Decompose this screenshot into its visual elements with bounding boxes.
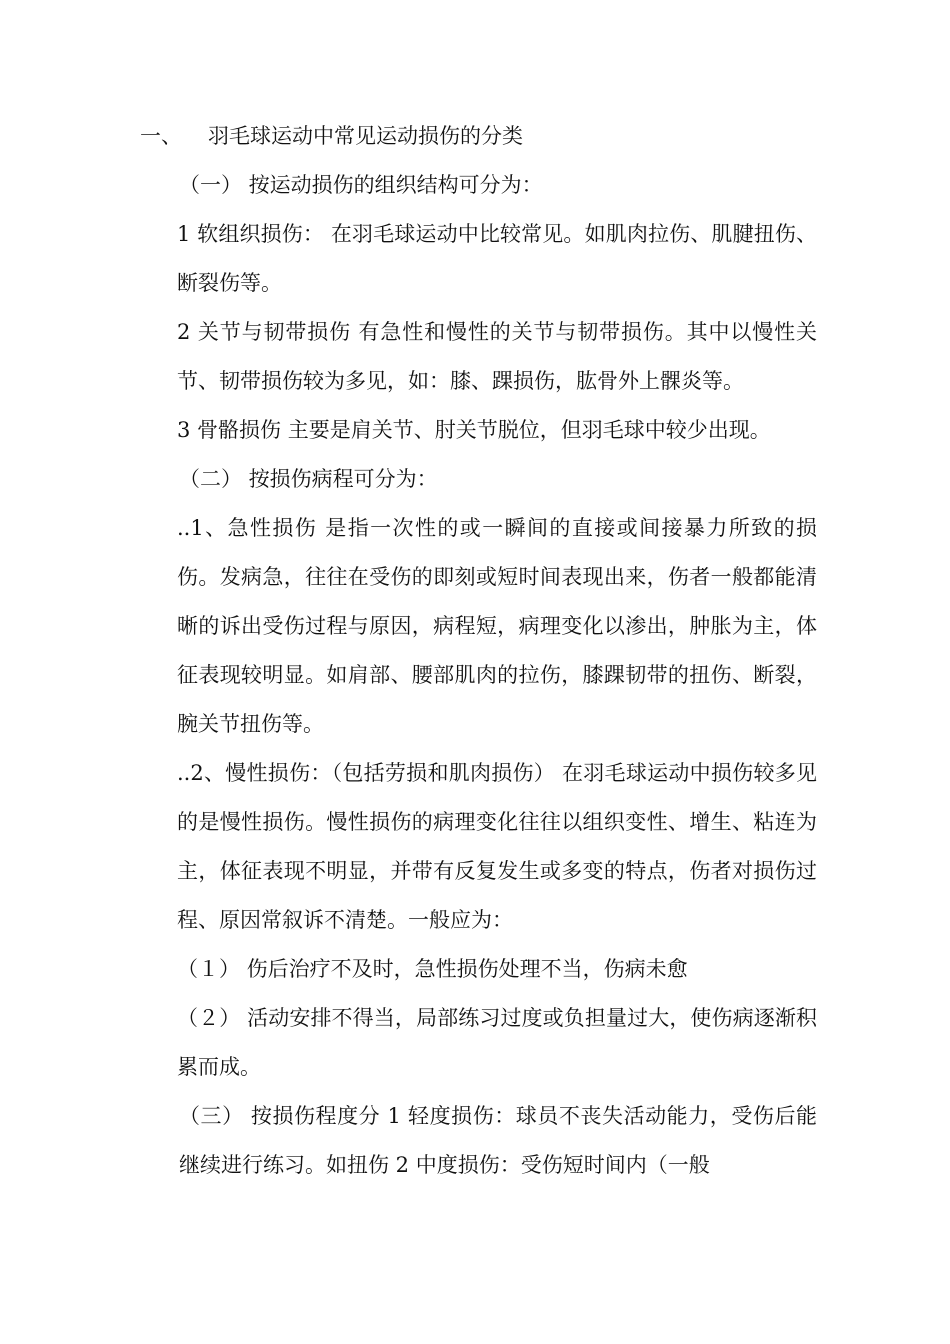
paragraph-soft-tissue: 1 软组织损伤： 在羽毛球运动中比较常见。如肌肉拉伤、肌腱扭伤、断裂伤等。 — [177, 222, 817, 295]
paragraph-bone: 3 骨骼损伤 主要是肩关节、肘关节脱位，但羽毛球中较少出现。 — [177, 418, 771, 442]
paragraph-severity: （三） 按损伤程度分 1 轻度损伤：球员不丧失活动能力，受伤后能继续进行练习。如扭伤 2 中度损伤：受伤短时间内（一般 — [179, 1104, 817, 1177]
subheading-structure: （一） 按运动损伤的组织结构可分为： — [179, 173, 543, 197]
paragraph-joint-ligament: 2 关节与韧带损伤 有急性和慢性的关节与韧带损伤。其中以慢性关节、韧带损伤较为多见，如：膝、踝损伤，肱骨外上髁炎等。 — [177, 320, 817, 393]
list-item-2: （２） 活动安排不得当，局部练习过度或负担量过大，使伤病逐渐积累而成。 — [177, 1006, 817, 1079]
list-item-1: （１） 伤后治疗不及时，急性损伤处理不当，伤病未愈 — [177, 957, 688, 981]
section-heading — [140, 112, 523, 161]
paragraph-chronic: ..2、慢性损伤：（包括劳损和肌肉损伤） 在羽毛球运动中损伤较多见的是慢性损伤。慢性损伤的病理变化往往以组织变性、增生、粘连为主，体征表现不明显，并带有反复发生或多变的特点，伤者对损伤过程、原因常叙诉不清楚。一般应为： — [177, 761, 817, 932]
heading-title: 羽毛球运动中常见运动损伤的分类 — [208, 124, 523, 148]
subheading-course: （二） 按损伤病程可分为： — [179, 467, 438, 491]
paragraph-acute: ..1、急性损伤 是指一次性的或一瞬间的直接或间接暴力所致的损伤。发病急，往往在受伤的即刻或短时间表现出来，伤者一般都能清晰的诉出受伤过程与原因，病程短，病理变化以渗出，肿胀为主，体征表现较明显。如肩部、腰部肌肉的拉伤，膝踝韧带的扭伤、断裂，腕关节扭伤等。 — [177, 516, 817, 736]
heading-number: 一、 — [140, 124, 182, 148]
document-body — [177, 161, 817, 1190]
